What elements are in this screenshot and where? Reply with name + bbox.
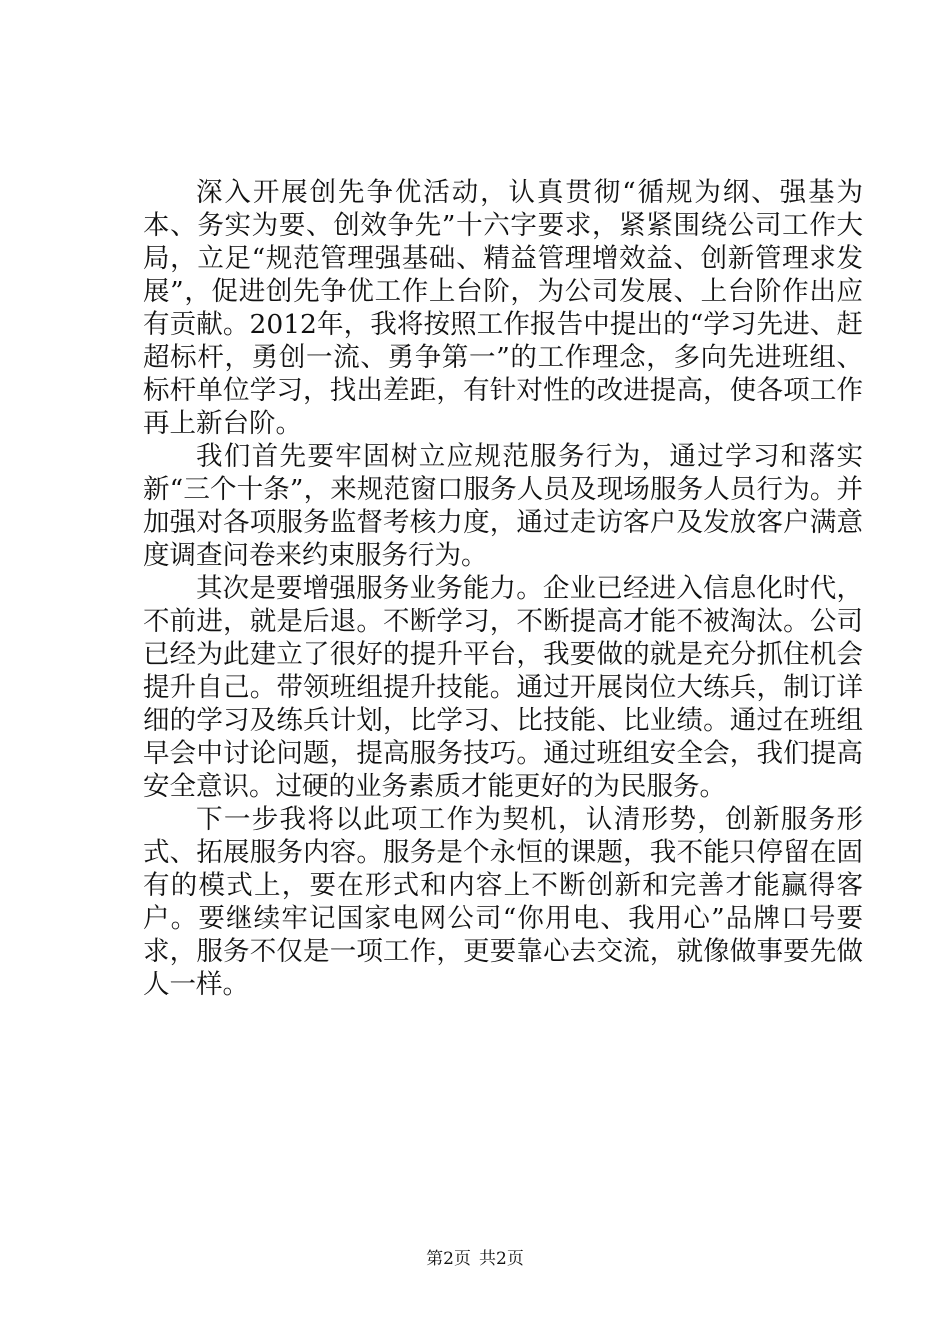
document-body [143, 176, 863, 1001]
page-footer [0, 1244, 950, 1269]
page-number-total: 共2页 [479, 1249, 524, 1269]
paragraph-4: 下一步我将以此项工作为契机，认清形势，创新服务形式、拓展服务内容。服务是个永恒的课题，我不能只停留在固有的模式上，要在形式和内容上不断创新和完善才能赢得客户。要继续牢记国家电网公司“你用电、我用心”品牌口号要求，服务不仅是一项工作，更要靠心去交流，就像做事要先做人一样。 [143, 804, 863, 1000]
paragraph-2: 我们首先要牢固树立应规范服务行为，通过学习和落实新“三个十条”，来规范窗口服务人员及现场服务人员行为。并加强对各项服务监督考核力度，通过走访客户及发放客户满意度调查问卷来约束服务行为。 [143, 441, 863, 571]
paragraph-1: 深入开展创先争优活动，认真贯彻“循规为纲、强基为本、务实为要、创效争先”十六字要求，紧紧围绕公司工作大局，立足“规范管理强基础、精益管理增效益、创新管理求发展”，促进创先争优工作上台阶，为公司发展、上台阶作出应有贡献。2012年，我将按照工作报告中提出的“学习先进、赶超标杆，勇创一流、勇争第一”的工作理念，多向先进班组、标杆单位学习，找出差距，有针对性的改进提高，使各项工作再上新台阶。 [143, 177, 863, 439]
page-number-current: 第2页 [426, 1249, 471, 1269]
paragraph-3: 其次是要增强服务业务能力。企业已经进入信息化时代，不前进，就是后退。不断学习，不断提高才能不被淘汰。公司已经为此建立了很好的提升平台，我要做的就是充分抓住机会提升自己。带领班组提升技能。通过开展岗位大练兵，制订详细的学习及练兵计划，比学习、比技能、比业绩。通过在班组早会中讨论问题，提高服务技巧。通过班组安全会，我们提高安全意识。过硬的业务素质才能更好的为民服务。 [143, 573, 863, 802]
